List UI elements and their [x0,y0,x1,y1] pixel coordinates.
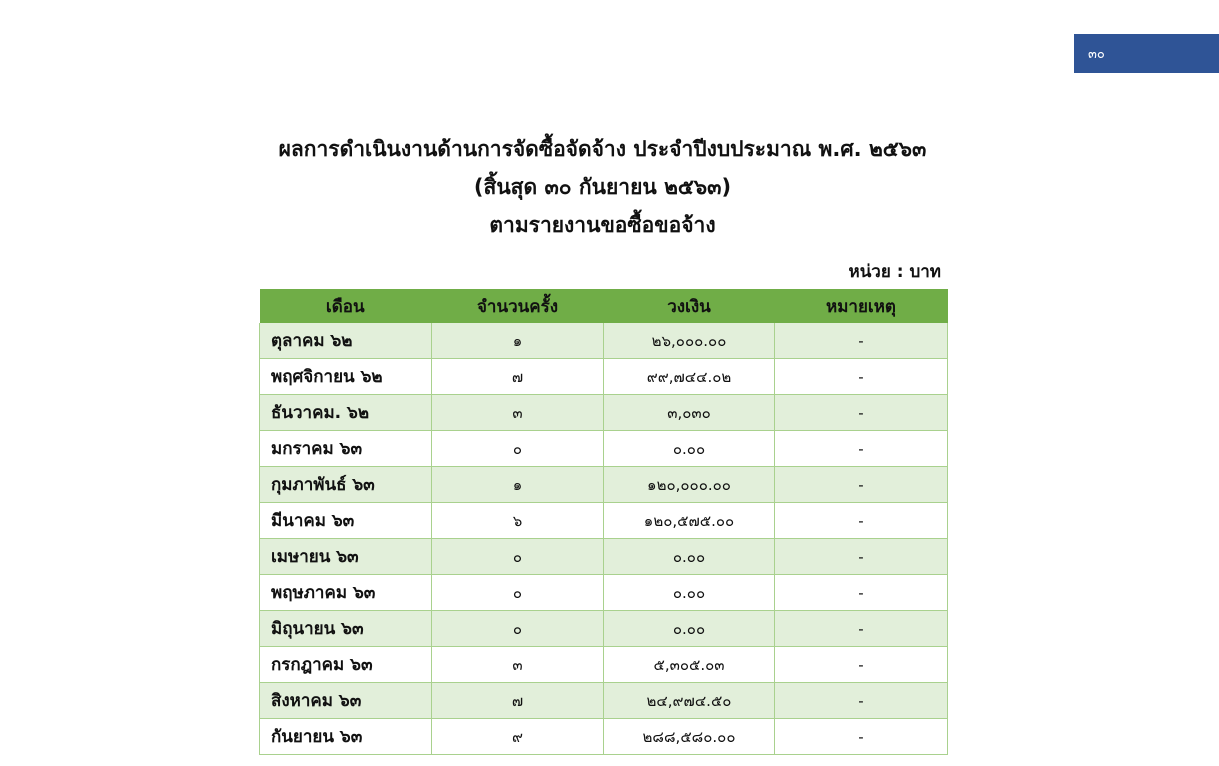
cell-amount: ๒๔,๙๗๔.๕๐ [604,683,775,719]
cell-count: ๖ [432,503,604,539]
cell-note: - [775,503,948,539]
header-month: เดือน [260,289,432,323]
cell-note: - [775,323,948,359]
cell-month: พฤษภาคม ๖๓ [260,575,432,611]
title-line-subtitle: ตามรายงานขอซื้อขอจ้าง [489,213,716,237]
procurement-table [259,289,948,755]
header-amount: วงเงิน [604,289,775,323]
cell-amount: ๙๙,๗๔๔.๐๒ [604,359,775,395]
table-row [260,395,948,431]
cell-month: เมษายน ๖๓ [260,539,432,575]
cell-count: ๐ [432,575,604,611]
cell-month: มิถุนายน ๖๓ [260,611,432,647]
table-row [260,359,948,395]
cell-note: - [775,611,948,647]
table-row [260,503,948,539]
cell-amount: ๕,๓๐๕.๐๓ [604,647,775,683]
cell-count: ๓ [432,647,604,683]
cell-count: ๗ [432,683,604,719]
title-line-period: (สิ้นสุด ๓๐ กันยายน ๒๕๖๓) [473,175,732,199]
cell-note: - [775,395,948,431]
cell-month: สิงหาคม ๖๓ [260,683,432,719]
cell-amount: ๒๘๘,๕๘๐.๐๐ [604,719,775,755]
cell-month: กุมภาพันธ์ ๖๓ [260,467,432,503]
cell-count: ๓ [432,395,604,431]
cell-note: - [775,467,948,503]
cell-note: - [775,539,948,575]
report-title [240,130,965,244]
cell-note: - [775,575,948,611]
cell-month: พฤศจิกายน ๖๒ [260,359,432,395]
table-row [260,719,948,755]
page-number: ๓๐ [1088,47,1105,62]
cell-amount: ๑๒๐,๕๗๕.๐๐ [604,503,775,539]
cell-month: กันยายน ๖๓ [260,719,432,755]
cell-count: ๙ [432,719,604,755]
cell-amount: ๐.๐๐ [604,611,775,647]
unit-label: หน่วย : บาท [848,262,941,282]
cell-amount: ๐.๐๐ [604,539,775,575]
cell-count: ๐ [432,611,604,647]
table-row [260,611,948,647]
cell-note: - [775,647,948,683]
cell-count: ๑ [432,323,604,359]
cell-month: มกราคม ๖๓ [260,431,432,467]
cell-amount: ๓,๐๓๐ [604,395,775,431]
cell-count: ๑ [432,467,604,503]
cell-note: - [775,719,948,755]
cell-month: กรกฎาคม ๖๓ [260,647,432,683]
cell-month: ธันวาคม. ๖๒ [260,395,432,431]
cell-amount: ๐.๐๐ [604,575,775,611]
table-row [260,647,948,683]
cell-month: ตุลาคม ๖๒ [260,323,432,359]
cell-count: ๐ [432,431,604,467]
header-note: หมายเหตุ [775,289,948,323]
table-row [260,431,948,467]
cell-count: ๗ [432,359,604,395]
page-number-badge [1074,34,1219,73]
table-row [260,323,948,359]
cell-amount: ๑๒๐,๐๐๐.๐๐ [604,467,775,503]
cell-note: - [775,683,948,719]
cell-count: ๐ [432,539,604,575]
cell-month: มีนาคม ๖๓ [260,503,432,539]
title-line-main: ผลการดำเนินงานด้านการจัดซื้อจัดจ้าง ประจำปีงบประมาณ พ.ศ. ๒๕๖๓ [278,137,927,161]
table-row [260,683,948,719]
cell-amount: ๒๖,๐๐๐.๐๐ [604,323,775,359]
cell-note: - [775,359,948,395]
header-count: จำนวนครั้ง [432,289,604,323]
table-body [260,323,948,755]
table-header-row [260,289,948,323]
table-row [260,539,948,575]
table-row [260,467,948,503]
table-row [260,575,948,611]
cell-note: - [775,431,948,467]
cell-amount: ๐.๐๐ [604,431,775,467]
